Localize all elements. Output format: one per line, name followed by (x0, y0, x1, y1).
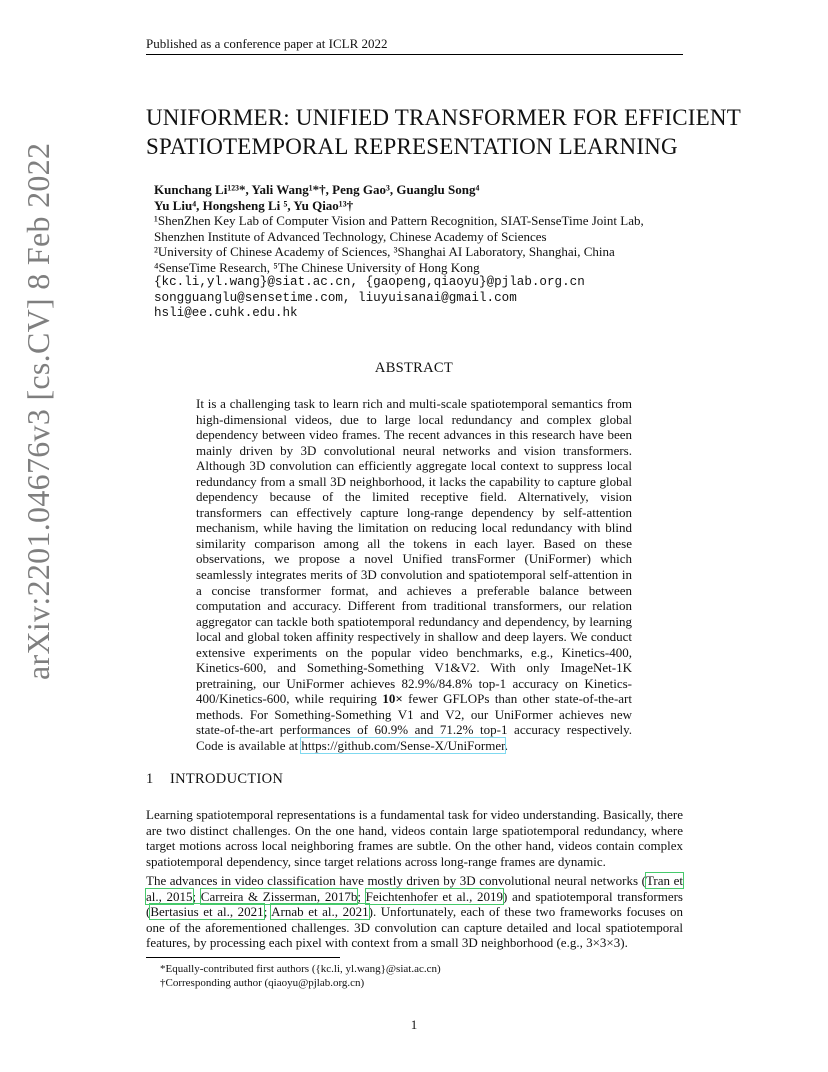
abstract-heading: ABSTRACT (374, 360, 454, 376)
email-line-1: {kc.li,yl.wang}@siat.ac.cn, {gaopeng,qiaoyu}@pjlab.org.cn (154, 275, 585, 289)
footnote-1: *Equally-contributed first authors ({kc.li, yl.wang}@siat.ac.cn) (160, 963, 441, 975)
affiliation-2: Shenzhen Institute of Advanced Technology, Chinese Academy of Sciences (154, 228, 547, 244)
intro-p2-text: ; (192, 888, 201, 904)
header-rule (146, 54, 683, 55)
email-line-3: hsli@ee.cuhk.edu.hk (154, 306, 298, 320)
intro-p2-text: ; (357, 888, 366, 904)
email-line-2: songguanglu@sensetime.com, liuyuisanai@gmail.com (154, 290, 517, 305)
intro-title: INTRODUCTION (170, 771, 284, 787)
citation-link[interactable]: Arnab et al., 2021 (271, 904, 369, 920)
intro-heading (146, 771, 283, 788)
intro-paragraph-2 (146, 873, 683, 951)
affiliation-4: ⁴SenseTime Research, ⁵The Chinese University of Hong Kong (154, 259, 480, 275)
abstract-text-2: fewer GFLOPs than other state-of-the-art methods. For Something-Something V1 and V2, our UniFormer achieves new state-of-the-art performances of 60.9% and 71.2% top-1 accuracy respectively. Code is available at (196, 691, 632, 754)
arxiv-sidebar-stamp: arXiv:2201.04676v3 [cs.CV] 8 Feb 2022 (20, 142, 56, 680)
citation-link[interactable]: Feichtenhofer et al., 2019 (365, 888, 503, 904)
footnote-2: †Corresponding author (qiaoyu@pjlab.org.cn) (160, 977, 365, 989)
title-line-2: SPATIOTEMPORAL REPRESENTATION LEARNING (146, 134, 678, 159)
intro-p2-text: ) and spatiotemporal transformers ( (146, 888, 683, 920)
intro-paragraph-1: Learning spatiotemporal representations is a fundamental task for video understanding. Basically, there are two distinct challenges. On the one hand, videos contain large spatiotemporal redundancy, where target motions across local neighboring frames are subtle. On the other hand, videos contain complex spatiotemporal dependency, since target relations across long-range frames are dynamic. (146, 807, 683, 869)
author-block (154, 182, 714, 322)
intro-p2-text: ; (263, 904, 272, 920)
citation-link[interactable]: Carreira & Zisserman, 2017b (200, 888, 358, 904)
title-line-1: UNIFORMER: UNIFIED TRANSFORMER FOR EFFICIENT (146, 105, 741, 130)
abstract-body (196, 396, 632, 754)
page-number: 1 (410, 1017, 418, 1032)
intro-number: 1 (146, 771, 154, 787)
citation-link[interactable]: Tran et al., 2015 (146, 873, 683, 904)
running-header: Published as a conference paper at ICLR 2022 (146, 36, 388, 51)
intro-p2-text: ). Unfortunately, each of these two frameworks focuses on one of the aforementioned challenges. 3D convolution can capture detailed and local spatiotemporal features, by processing each pixel with context from a small 3D neighborhood (e.g., 3×3×3). (146, 904, 683, 951)
abstract-end: . (504, 738, 508, 754)
abstract-text: It is a challenging task to learn rich and multi-scale spatiotemporal semantics from high-dimensional videos, due to large local redundancy and complex global dependency between video frames. The recent advances in this research have been mainly driven by 3D convolutional neural networks and vision transformers. Although 3D convolution can efficiently aggregate local context to suppress local redundancy from a small 3D neighborhood, it lacks the capability to capture global dependency because of the limited receptive field. Alternatively, vision transformers can effectively capture long-range dependency by self-attention mechanism, while having the limitation on reducing local redundancy with blind similarity comparison among all the tokens in each layer. Based on these observations, we propose a novel Unified transFormer (UniFormer) which seamlessly integrates merits of 3D convolution and spatiotemporal self-attention in a concise transformer format, and achieves a preferable balance between computation and accuracy. Different from traditional transformers, our relation aggregator can tackle both spatiotemporal redundancy and dependency, by learning local and global token affinity respectively in shallow and deep layers. We conduct extensive experiments on the popular video benchmarks, e.g., Kinetics-400, Kinetics-600, and Something-Something V1&V2. With only ImageNet-1K pretraining, our UniFormer achieves 82.9%/84.8% top-1 accuracy on Kinetics-400/Kinetics-600, while requiring (196, 396, 632, 707)
citation-link[interactable]: Bertasius et al., 2021 (150, 904, 264, 920)
author-line-2: Yu Liu⁴, Hongsheng Li ⁵, Yu Qiao¹³† (154, 197, 354, 213)
affiliation-3: ²University of Chinese Academy of Sciences, ³Shanghai AI Laboratory, Shanghai, China (154, 244, 615, 259)
author-line-1: Kunchang Li¹²³*, Yali Wang¹*†, Peng Gao³, Guanglu Song⁴ (154, 182, 480, 197)
intro-p2-text: The advances in video classification have mostly driven by 3D convolutional neural networks ( (146, 873, 646, 888)
paper-title (146, 103, 741, 161)
code-link[interactable]: https://github.com/Sense-X/UniFormer (301, 738, 505, 754)
affiliation-1: ¹ShenZhen Key Lab of Computer Vision and Pattern Recognition, SIAT-SenseTime Joint Lab, (154, 213, 644, 228)
footnote-rule (146, 957, 340, 958)
abstract-bold-factor: 10× (382, 691, 403, 707)
